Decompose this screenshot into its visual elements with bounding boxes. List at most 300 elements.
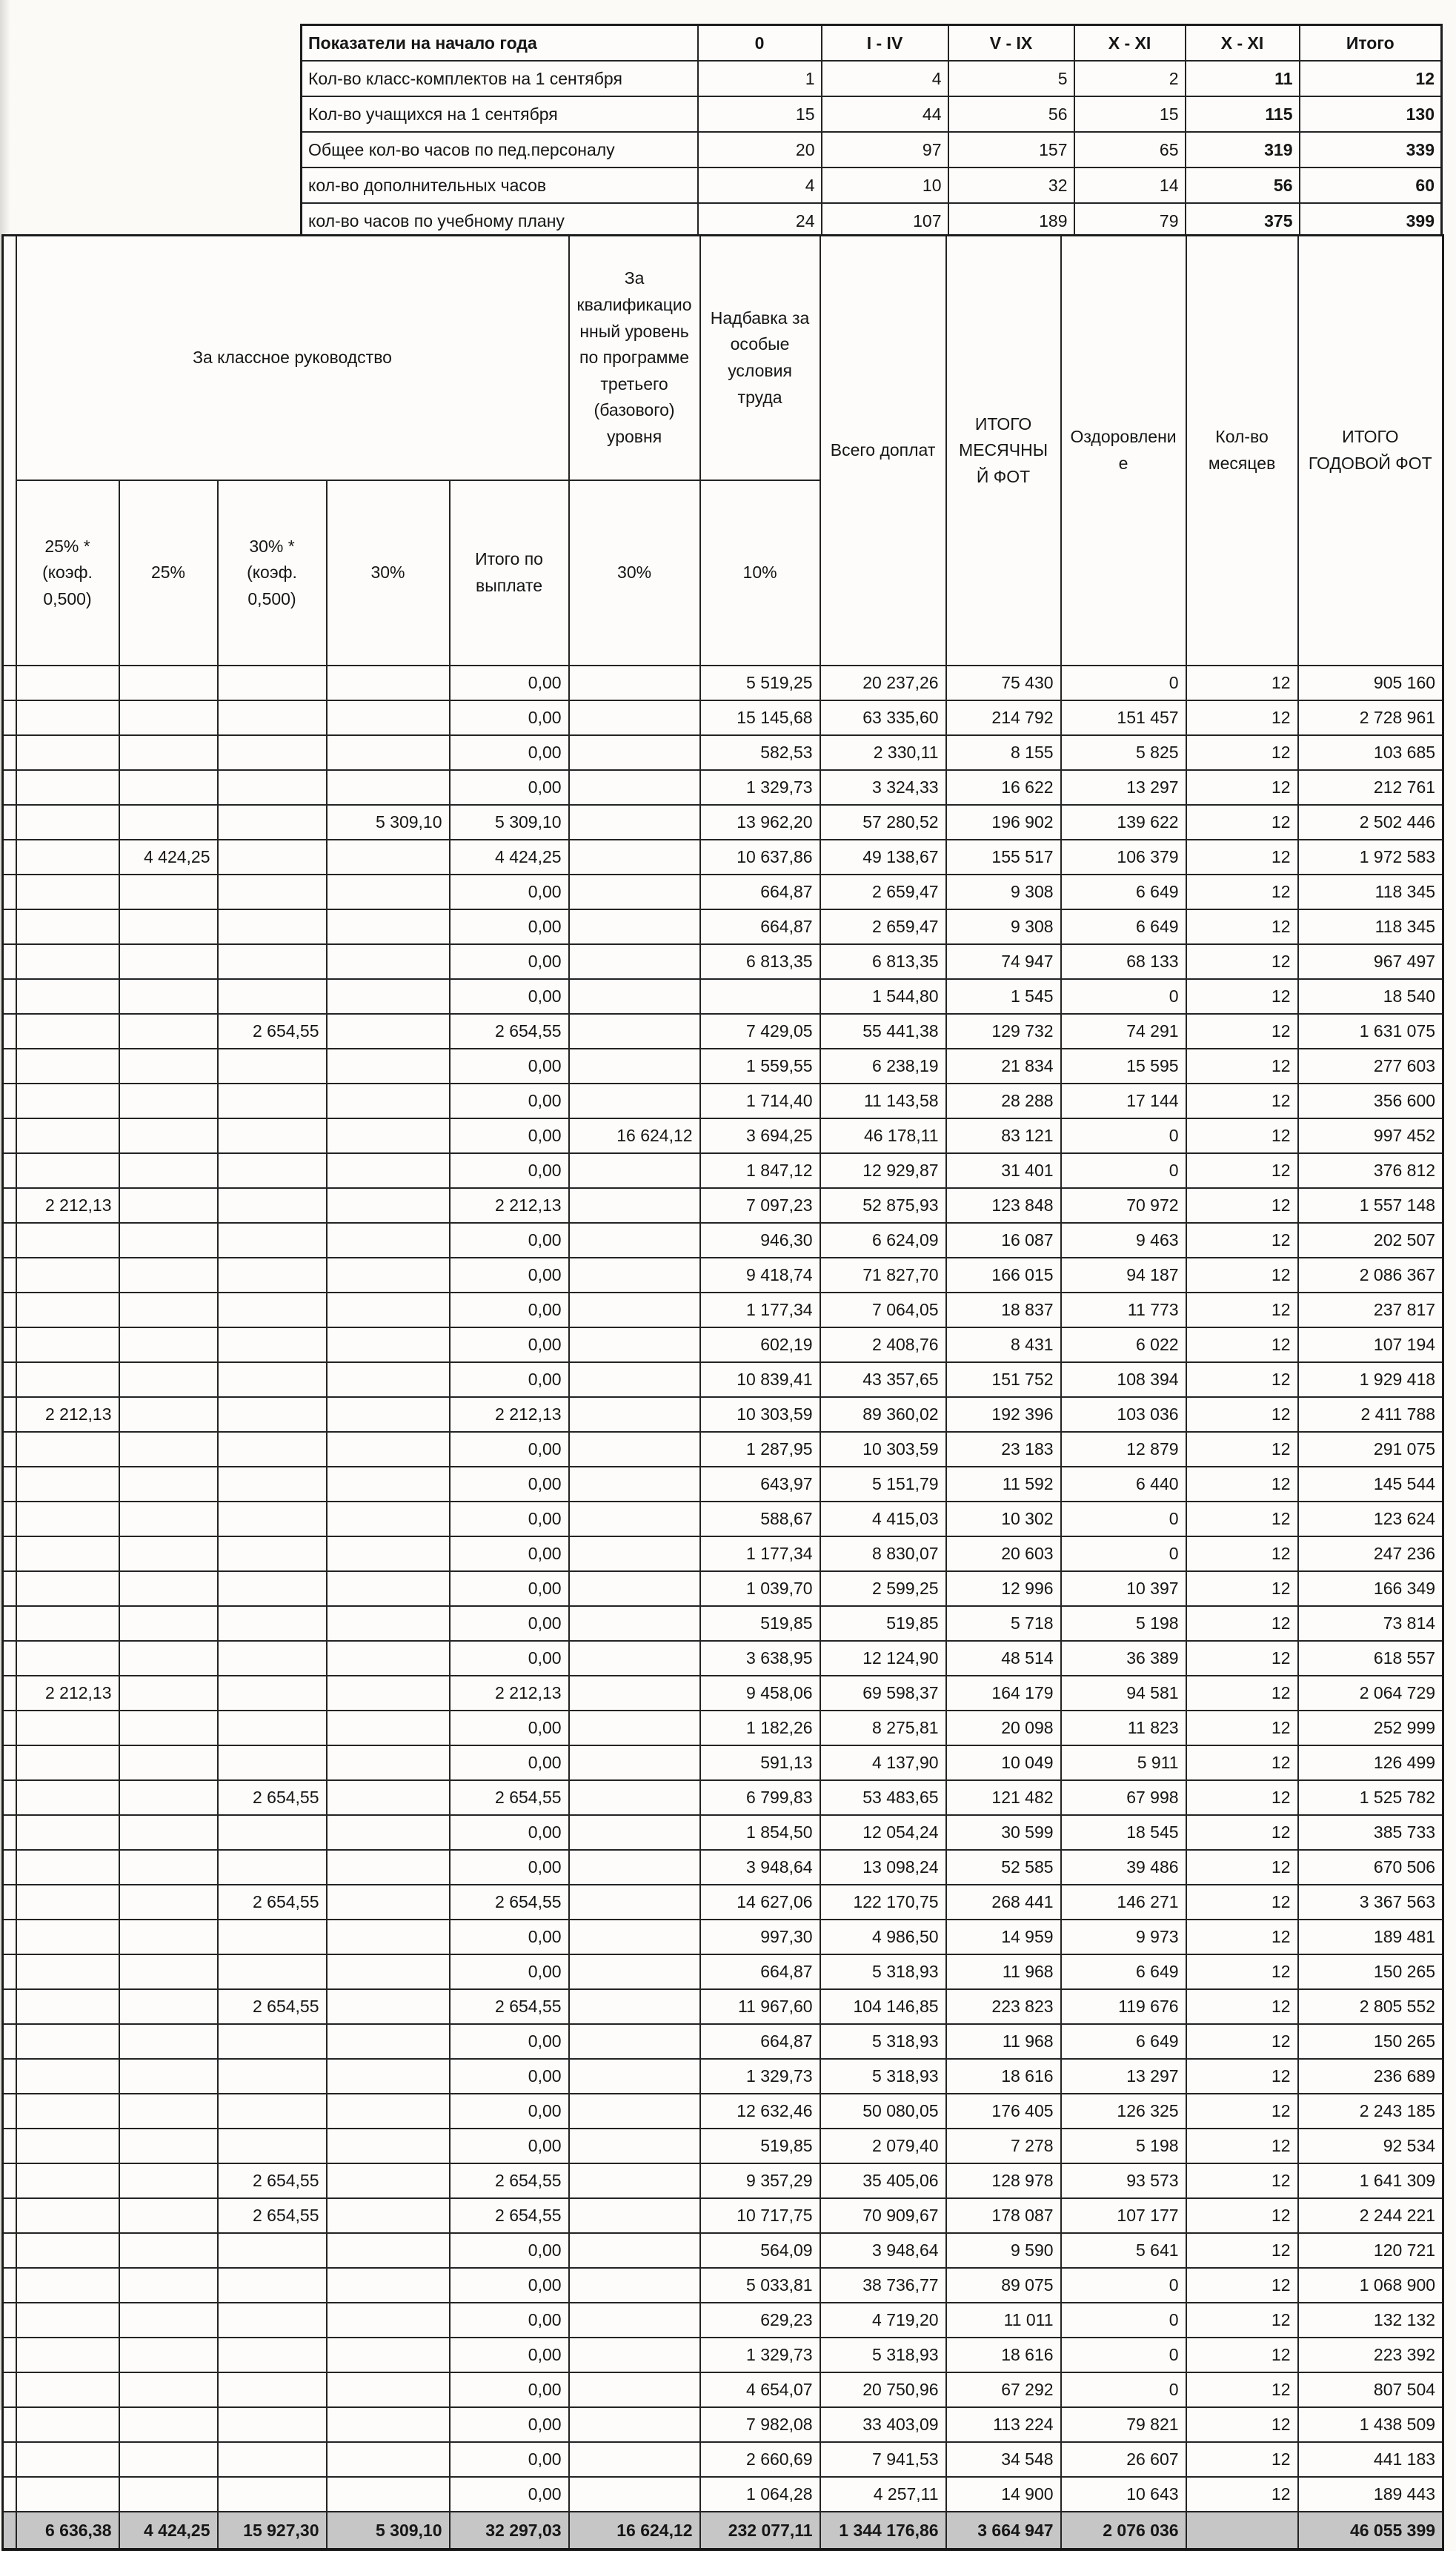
main-table bbox=[1, 234, 1444, 2551]
data-cell: 122 170,75 bbox=[820, 1885, 946, 1920]
data-cell bbox=[327, 1118, 450, 1153]
data-cell bbox=[569, 1502, 700, 1536]
data-cell: 11 143,58 bbox=[820, 1084, 946, 1118]
left-edge-cell bbox=[3, 1188, 16, 1223]
data-cell: 1 329,73 bbox=[700, 2338, 820, 2372]
summary-value-cell: 10 bbox=[822, 167, 948, 203]
summary-value-cell: 20 bbox=[698, 132, 822, 167]
data-cell: 2 212,13 bbox=[450, 1188, 569, 1223]
table-row bbox=[3, 735, 1443, 770]
data-cell: 13 098,24 bbox=[820, 1850, 946, 1885]
data-cell bbox=[16, 2198, 119, 2233]
data-cell: 11 773 bbox=[1061, 1293, 1186, 1327]
data-cell: 52 585 bbox=[946, 1850, 1061, 1885]
data-cell: 1 972 583 bbox=[1298, 840, 1443, 875]
data-cell: 0 bbox=[1061, 1502, 1186, 1536]
data-cell: 223 392 bbox=[1298, 2338, 1443, 2372]
data-cell bbox=[218, 840, 327, 875]
data-cell: 2 408,76 bbox=[820, 1327, 946, 1362]
data-cell bbox=[218, 1188, 327, 1223]
data-cell bbox=[218, 1258, 327, 1293]
data-cell bbox=[16, 2059, 119, 2094]
data-cell: 0,00 bbox=[450, 1606, 569, 1641]
data-cell: 123 848 bbox=[946, 1188, 1061, 1223]
data-cell bbox=[119, 1676, 218, 1711]
data-cell: 376 812 bbox=[1298, 1153, 1443, 1188]
data-cell: 2 728 961 bbox=[1298, 700, 1443, 735]
data-cell: 12 bbox=[1186, 1920, 1298, 1954]
data-cell: 118 345 bbox=[1298, 875, 1443, 909]
summary-value-cell: 11 bbox=[1186, 61, 1300, 96]
summary-value-cell: 56 bbox=[1186, 167, 1300, 203]
data-cell bbox=[218, 1920, 327, 1954]
data-cell bbox=[569, 1327, 700, 1362]
left-edge-cell bbox=[3, 1153, 16, 1188]
data-cell: 6 022 bbox=[1061, 1327, 1186, 1362]
data-cell: 12 bbox=[1186, 2268, 1298, 2303]
data-cell bbox=[327, 840, 450, 875]
data-cell: 0,00 bbox=[450, 979, 569, 1014]
data-cell: 164 179 bbox=[946, 1676, 1061, 1711]
header-months-count: Кол-во месяцев bbox=[1186, 236, 1298, 666]
data-cell: 5 519,25 bbox=[700, 666, 820, 700]
data-cell: 2 805 552 bbox=[1298, 1989, 1443, 2024]
data-cell bbox=[218, 1293, 327, 1327]
data-cell: 9 308 bbox=[946, 909, 1061, 944]
data-cell bbox=[569, 1989, 700, 2024]
left-edge-cell bbox=[3, 1327, 16, 1362]
data-cell: 268 441 bbox=[946, 1885, 1061, 1920]
data-cell: 92 534 bbox=[1298, 2129, 1443, 2163]
data-cell: 20 237,26 bbox=[820, 666, 946, 700]
left-edge-cell bbox=[3, 2512, 16, 2550]
data-cell: 15 595 bbox=[1061, 1049, 1186, 1084]
table-row bbox=[3, 2268, 1443, 2303]
data-cell bbox=[119, 1432, 218, 1467]
left-edge-cell bbox=[3, 805, 16, 840]
data-cell: 0,00 bbox=[450, 2129, 569, 2163]
data-cell: 7 097,23 bbox=[700, 1188, 820, 1223]
data-cell: 0,00 bbox=[450, 770, 569, 805]
data-cell bbox=[327, 1084, 450, 1118]
data-cell: 202 507 bbox=[1298, 1223, 1443, 1258]
data-cell: 0,00 bbox=[450, 1432, 569, 1467]
data-cell: 1 929 418 bbox=[1298, 1362, 1443, 1397]
data-cell: 12 bbox=[1186, 2442, 1298, 2477]
data-cell: 132 132 bbox=[1298, 2303, 1443, 2338]
summary-value-cell: 4 bbox=[698, 167, 822, 203]
data-cell: 0,00 bbox=[450, 2372, 569, 2407]
data-cell: 12 bbox=[1186, 1467, 1298, 1502]
data-cell bbox=[327, 770, 450, 805]
data-cell: 0 bbox=[1061, 2338, 1186, 2372]
data-cell: 807 504 bbox=[1298, 2372, 1443, 2407]
left-edge-cell bbox=[3, 1118, 16, 1153]
data-cell bbox=[327, 1536, 450, 1571]
data-cell: 55 441,38 bbox=[820, 1014, 946, 1049]
data-cell: 997 452 bbox=[1298, 1118, 1443, 1153]
data-cell: 664,87 bbox=[700, 1954, 820, 1989]
data-cell bbox=[218, 1084, 327, 1118]
table-row bbox=[3, 2233, 1443, 2268]
data-cell bbox=[119, 1711, 218, 1745]
data-cell: 11 823 bbox=[1061, 1711, 1186, 1745]
data-cell: 5 309,10 bbox=[327, 805, 450, 840]
table-row bbox=[3, 1014, 1443, 1049]
table-row bbox=[3, 1293, 1443, 1327]
data-cell bbox=[16, 2094, 119, 2129]
left-edge-cell bbox=[3, 1293, 16, 1327]
table-row bbox=[3, 1641, 1443, 1676]
data-cell: 0,00 bbox=[450, 2268, 569, 2303]
data-cell bbox=[16, 2233, 119, 2268]
left-edge-cell bbox=[3, 2059, 16, 2094]
data-cell: 12 124,90 bbox=[820, 1641, 946, 1676]
data-cell bbox=[16, 1641, 119, 1676]
data-cell: 6 649 bbox=[1061, 2024, 1186, 2059]
data-cell bbox=[16, 1153, 119, 1188]
data-cell: 176 405 bbox=[946, 2094, 1061, 2129]
data-cell: 151 752 bbox=[946, 1362, 1061, 1397]
data-cell: 5 911 bbox=[1061, 1745, 1186, 1780]
data-cell: 12 bbox=[1186, 1606, 1298, 1641]
data-cell: 0,00 bbox=[450, 2303, 569, 2338]
data-cell: 385 733 bbox=[1298, 1815, 1443, 1850]
data-cell: 189 443 bbox=[1298, 2477, 1443, 2512]
totals-cell: 32 297,03 bbox=[450, 2512, 569, 2550]
left-edge-cell bbox=[3, 1885, 16, 1920]
data-cell bbox=[569, 944, 700, 979]
data-cell bbox=[16, 2268, 119, 2303]
data-cell: 236 689 bbox=[1298, 2059, 1443, 2094]
data-cell: 3 948,64 bbox=[700, 1850, 820, 1885]
data-cell: 0,00 bbox=[450, 1084, 569, 1118]
data-cell: 2 212,13 bbox=[450, 1676, 569, 1711]
data-cell: 6 649 bbox=[1061, 909, 1186, 944]
data-cell: 128 978 bbox=[946, 2163, 1061, 2198]
left-edge-cell bbox=[3, 2477, 16, 2512]
data-cell: 5 825 bbox=[1061, 735, 1186, 770]
data-cell: 2 659,47 bbox=[820, 875, 946, 909]
data-cell: 35 405,06 bbox=[820, 2163, 946, 2198]
data-cell: 89 075 bbox=[946, 2268, 1061, 2303]
data-cell: 1 329,73 bbox=[700, 770, 820, 805]
table-row bbox=[3, 1676, 1443, 1711]
data-cell: 107 194 bbox=[1298, 1327, 1443, 1362]
data-cell bbox=[218, 1118, 327, 1153]
data-cell bbox=[569, 2094, 700, 2129]
summary-col-header: I - IV bbox=[822, 25, 948, 62]
data-cell: 0,00 bbox=[450, 2094, 569, 2129]
data-cell: 12 bbox=[1186, 1432, 1298, 1467]
data-cell: 905 160 bbox=[1298, 666, 1443, 700]
data-cell bbox=[569, 2372, 700, 2407]
data-cell bbox=[569, 2059, 700, 2094]
data-cell: 12 bbox=[1186, 1153, 1298, 1188]
data-cell: 14 900 bbox=[946, 2477, 1061, 2512]
data-cell: 26 607 bbox=[1061, 2442, 1186, 2477]
data-cell: 2 654,55 bbox=[218, 2163, 327, 2198]
data-cell: 12 bbox=[1186, 1989, 1298, 2024]
data-cell bbox=[569, 1606, 700, 1641]
data-cell: 1 641 309 bbox=[1298, 2163, 1443, 2198]
data-cell: 20 750,96 bbox=[820, 2372, 946, 2407]
data-cell: 5 318,93 bbox=[820, 2024, 946, 2059]
table-row bbox=[3, 1397, 1443, 1432]
data-cell: 1 287,95 bbox=[700, 1432, 820, 1467]
data-cell: 12 bbox=[1186, 1850, 1298, 1885]
data-cell: 588,67 bbox=[700, 1502, 820, 1536]
data-cell: 7 941,53 bbox=[820, 2442, 946, 2477]
summary-row-label: Кол-во класс-комплектов на 1 сентября bbox=[302, 61, 698, 96]
data-cell: 18 616 bbox=[946, 2338, 1061, 2372]
data-cell bbox=[327, 1641, 450, 1676]
summary-col-header: X - XI bbox=[1074, 25, 1186, 62]
data-cell: 12 bbox=[1186, 805, 1298, 840]
data-cell: 23 183 bbox=[946, 1432, 1061, 1467]
data-cell: 12 bbox=[1186, 2303, 1298, 2338]
data-cell bbox=[218, 770, 327, 805]
data-cell: 1 068 900 bbox=[1298, 2268, 1443, 2303]
data-cell: 12 879 bbox=[1061, 1432, 1186, 1467]
left-edge-cell bbox=[3, 2407, 16, 2442]
data-cell bbox=[218, 2129, 327, 2163]
left-edge-cell bbox=[3, 1571, 16, 1606]
data-cell: 2 654,55 bbox=[218, 2198, 327, 2233]
data-cell bbox=[569, 700, 700, 735]
data-cell bbox=[119, 1989, 218, 2024]
data-cell bbox=[16, 1989, 119, 2024]
left-edge-cell bbox=[3, 1780, 16, 1815]
data-cell: 12 bbox=[1186, 1014, 1298, 1049]
summary-value-cell: 319 bbox=[1186, 132, 1300, 167]
table-row bbox=[3, 1989, 1443, 2024]
data-cell bbox=[569, 1049, 700, 1084]
data-cell bbox=[569, 1780, 700, 1815]
data-cell: 1 631 075 bbox=[1298, 1014, 1443, 1049]
data-cell: 6 799,83 bbox=[700, 1780, 820, 1815]
data-cell bbox=[218, 2407, 327, 2442]
data-cell bbox=[327, 1815, 450, 1850]
data-cell: 67 292 bbox=[946, 2372, 1061, 2407]
data-cell bbox=[327, 2407, 450, 2442]
data-cell: 107 177 bbox=[1061, 2198, 1186, 2233]
data-cell bbox=[119, 1153, 218, 1188]
data-cell: 519,85 bbox=[700, 2129, 820, 2163]
table-row bbox=[3, 1920, 1443, 1954]
data-cell bbox=[119, 1850, 218, 1885]
subheader-payment-total: Итого по выплате bbox=[450, 480, 569, 666]
table-row bbox=[3, 1711, 1443, 1745]
data-cell: 5 033,81 bbox=[700, 2268, 820, 2303]
left-edge-cell bbox=[3, 840, 16, 875]
data-cell: 10 049 bbox=[946, 1745, 1061, 1780]
left-edge-cell bbox=[3, 1467, 16, 1502]
data-cell bbox=[119, 1920, 218, 1954]
table-row bbox=[3, 2407, 1443, 2442]
data-cell: 12 054,24 bbox=[820, 1815, 946, 1850]
data-cell bbox=[569, 1153, 700, 1188]
data-cell bbox=[218, 909, 327, 944]
data-cell: 3 694,25 bbox=[700, 1118, 820, 1153]
summary-value-cell: 107 bbox=[822, 203, 948, 239]
data-cell: 0,00 bbox=[450, 1293, 569, 1327]
data-cell bbox=[119, 2372, 218, 2407]
data-cell bbox=[16, 1571, 119, 1606]
data-cell: 12 bbox=[1186, 2198, 1298, 2233]
data-cell: 12 bbox=[1186, 1711, 1298, 1745]
data-cell: 2 243 185 bbox=[1298, 2094, 1443, 2129]
data-cell bbox=[119, 2163, 218, 2198]
data-cell bbox=[327, 2442, 450, 2477]
data-cell: 12 bbox=[1186, 735, 1298, 770]
data-cell bbox=[119, 979, 218, 1014]
data-cell: 0,00 bbox=[450, 1745, 569, 1780]
data-cell bbox=[119, 1362, 218, 1397]
data-cell bbox=[569, 2477, 700, 2512]
left-edge-cell bbox=[3, 700, 16, 735]
table-row bbox=[3, 1780, 1443, 1815]
summary-table bbox=[300, 24, 1443, 240]
data-cell: 0,00 bbox=[450, 2407, 569, 2442]
summary-row-label: Кол-во учащихся на 1 сентября bbox=[302, 96, 698, 132]
data-cell: 2 212,13 bbox=[16, 1676, 119, 1711]
data-cell bbox=[16, 805, 119, 840]
data-cell: 5 198 bbox=[1061, 1606, 1186, 1641]
data-cell: 10 303,59 bbox=[820, 1432, 946, 1467]
data-cell: 12 bbox=[1186, 1223, 1298, 1258]
summary-value-cell: 32 bbox=[948, 167, 1074, 203]
data-cell: 11 011 bbox=[946, 2303, 1061, 2338]
data-cell: 2 654,55 bbox=[450, 1989, 569, 2024]
data-cell bbox=[569, 1084, 700, 1118]
data-cell: 12 bbox=[1186, 979, 1298, 1014]
data-cell bbox=[218, 735, 327, 770]
data-cell: 997,30 bbox=[700, 1920, 820, 1954]
left-edge-cell bbox=[3, 1676, 16, 1711]
header-wellness: Оздоровление bbox=[1061, 236, 1186, 666]
data-cell: 14 959 bbox=[946, 1920, 1061, 1954]
left-edge-cell bbox=[3, 2442, 16, 2477]
data-cell bbox=[327, 1954, 450, 1989]
data-cell: 441 183 bbox=[1298, 2442, 1443, 2477]
data-cell: 43 357,65 bbox=[820, 1362, 946, 1397]
data-cell bbox=[569, 875, 700, 909]
data-cell: 113 224 bbox=[946, 2407, 1061, 2442]
data-cell: 145 544 bbox=[1298, 1467, 1443, 1502]
table-row bbox=[3, 2442, 1443, 2477]
data-cell: 151 457 bbox=[1061, 700, 1186, 735]
table-row bbox=[3, 944, 1443, 979]
data-cell: 2 212,13 bbox=[16, 1397, 119, 1432]
data-cell bbox=[569, 979, 700, 1014]
data-cell bbox=[119, 2268, 218, 2303]
left-edge-cell bbox=[3, 2268, 16, 2303]
data-cell bbox=[218, 1362, 327, 1397]
data-cell bbox=[16, 1327, 119, 1362]
left-edge-cell bbox=[3, 236, 16, 666]
data-cell: 11 968 bbox=[946, 1954, 1061, 1989]
data-cell: 519,85 bbox=[700, 1606, 820, 1641]
table-row bbox=[3, 1327, 1443, 1362]
summary-value-cell: 14 bbox=[1074, 167, 1186, 203]
data-cell: 48 514 bbox=[946, 1641, 1061, 1676]
data-cell: 70 909,67 bbox=[820, 2198, 946, 2233]
data-cell bbox=[16, 1362, 119, 1397]
data-cell: 12 bbox=[1186, 1188, 1298, 1223]
data-cell: 33 403,09 bbox=[820, 2407, 946, 2442]
data-cell bbox=[218, 805, 327, 840]
data-cell: 237 817 bbox=[1298, 1293, 1443, 1327]
data-cell bbox=[569, 909, 700, 944]
data-cell bbox=[218, 1049, 327, 1084]
data-cell: 2 599,25 bbox=[820, 1571, 946, 1606]
data-cell bbox=[327, 1920, 450, 1954]
data-cell: 94 187 bbox=[1061, 1258, 1186, 1293]
data-cell bbox=[569, 1432, 700, 1467]
summary-row-label: кол-во дополнительных часов bbox=[302, 167, 698, 203]
table-row bbox=[3, 1084, 1443, 1118]
data-cell: 4 424,25 bbox=[450, 840, 569, 875]
data-cell bbox=[569, 1571, 700, 1606]
data-cell bbox=[327, 2059, 450, 2094]
summary-value-cell: 79 bbox=[1074, 203, 1186, 239]
summary-col-header: X - XI bbox=[1186, 25, 1300, 62]
data-cell: 591,13 bbox=[700, 1745, 820, 1780]
data-cell: 12 bbox=[1186, 875, 1298, 909]
data-cell: 1 544,80 bbox=[820, 979, 946, 1014]
data-cell bbox=[119, 1293, 218, 1327]
left-edge-cell bbox=[3, 1258, 16, 1293]
data-cell: 12 bbox=[1186, 1049, 1298, 1084]
data-cell: 10 839,41 bbox=[700, 1362, 820, 1397]
data-cell bbox=[327, 979, 450, 1014]
data-cell: 4 654,07 bbox=[700, 2372, 820, 2407]
data-cell bbox=[327, 2268, 450, 2303]
data-cell bbox=[16, 2477, 119, 2512]
data-cell bbox=[218, 2477, 327, 2512]
data-cell: 6 813,35 bbox=[820, 944, 946, 979]
data-cell bbox=[327, 1745, 450, 1780]
data-cell bbox=[218, 1745, 327, 1780]
data-cell: 34 548 bbox=[946, 2442, 1061, 2477]
data-cell bbox=[327, 1676, 450, 1711]
summary-col-header: 0 bbox=[698, 25, 822, 62]
summary-value-cell: 97 bbox=[822, 132, 948, 167]
data-cell: 20 098 bbox=[946, 1711, 1061, 1745]
data-cell: 2 079,40 bbox=[820, 2129, 946, 2163]
table-row bbox=[3, 1153, 1443, 1188]
data-cell bbox=[218, 2094, 327, 2129]
summary-value-cell: 1 bbox=[698, 61, 822, 96]
data-cell: 57 280,52 bbox=[820, 805, 946, 840]
data-cell: 1 438 509 bbox=[1298, 2407, 1443, 2442]
data-cell bbox=[569, 1920, 700, 1954]
data-cell: 20 603 bbox=[946, 1536, 1061, 1571]
data-cell bbox=[569, 1293, 700, 1327]
data-cell bbox=[119, 2477, 218, 2512]
data-cell bbox=[327, 909, 450, 944]
data-cell bbox=[218, 1536, 327, 1571]
data-cell: 277 603 bbox=[1298, 1049, 1443, 1084]
data-cell bbox=[327, 1362, 450, 1397]
data-cell bbox=[569, 1850, 700, 1885]
data-cell: 11 592 bbox=[946, 1467, 1061, 1502]
data-cell: 12 bbox=[1186, 909, 1298, 944]
data-cell: 0,00 bbox=[450, 1571, 569, 1606]
data-cell: 0,00 bbox=[450, 1502, 569, 1536]
data-cell bbox=[16, 770, 119, 805]
